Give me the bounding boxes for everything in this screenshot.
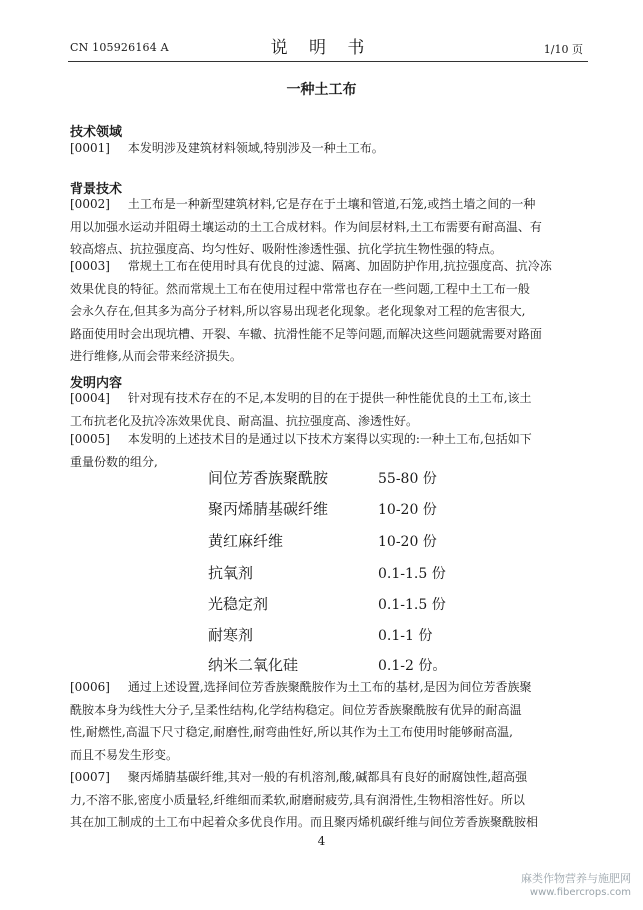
paragraph-0006 — [70, 676, 585, 766]
component-amount: 0.1-1.5 份 — [378, 566, 446, 582]
paragraph-0001 — [70, 137, 585, 160]
document-type: 说 明 书 — [270, 38, 373, 58]
paragraph-line: [0002] 土工布是一种新型建筑材料,它是存在于土壤和管道,石笼,或挡土墙之间的一种 — [70, 197, 536, 211]
paragraph-line: 路面使用时会出现坑槽、开裂、车辙、抗滑性能不足等问题,而解决这些问题就需要对路面 — [70, 326, 542, 341]
component-amount: 10-20 份 — [378, 534, 437, 550]
paragraph-number: [0003] — [70, 259, 110, 273]
page-number: 4 — [317, 834, 326, 848]
watermark — [521, 872, 631, 900]
component-name: 耐寒剂 — [208, 626, 254, 644]
paragraph-line: 工布抗老化及抗冷冻效果优良、耐高温、抗拉强度高、渗透性好。 — [70, 413, 419, 428]
paragraph-line: 会永久存在,但其多为高分子材料,所以容易出现老化现象。老化现象对工程的危害很大, — [70, 304, 526, 319]
component-amount: 10-20 份 — [378, 502, 437, 518]
paragraph-number: [0005] — [70, 432, 110, 446]
paragraph-line: [0001] 本发明涉及建筑材料领域,特别涉及一种土工布。 — [70, 141, 384, 155]
paragraph-number: [0006] — [70, 680, 110, 694]
component-name: 间位芳香族聚酰胺 — [208, 469, 329, 487]
paragraph-line: [0003] 常规土工布在使用时具有优良的过滤、隔离、加固防护作用,抗拉强度高、抗冷冻 — [70, 259, 552, 273]
component-amount: 55-80 份 — [378, 471, 437, 487]
paragraph-line: 性,耐燃性,高温下尺寸稳定,耐磨性,耐弯曲性好,所以其作为土工布使用时能够耐高温, — [70, 725, 513, 740]
watermark-site-name: 麻类作物营养与施肥网 — [521, 872, 631, 885]
paragraph-line: 力,不溶不胀,密度小质量轻,纤维细而柔软,耐磨耐疲劳,具有润滑性,生物相溶性好。所以 — [70, 792, 525, 807]
page-indicator: 1/10 页 — [543, 43, 583, 56]
publication-number: CN 105926164 A — [70, 41, 169, 54]
paragraph-line: 效果优良的特征。然而常规土工布在使用过程中常常也存在一些问题,工程中土工布一般 — [70, 281, 530, 296]
component-name: 抗氧剂 — [208, 564, 254, 582]
component-amount: 0.1-2 份。 — [378, 658, 447, 674]
watermark-url: www.fibercrops.com — [529, 887, 631, 898]
paragraph-line: 酰胺本身为线性大分子,呈柔性结构,化学结构稳定。间位芳香族聚酰胺有优异的耐高温 — [70, 702, 522, 717]
paragraph-0002 — [70, 193, 585, 261]
component-name: 黄红麻纤维 — [208, 532, 284, 550]
paragraph-number: [0002] — [70, 197, 110, 211]
component-name: 纳米二氧化硅 — [208, 656, 299, 674]
paragraph-number: [0007] — [70, 770, 110, 784]
paragraph-line: [0007] 聚丙烯腈基碳纤维,其对一般的有机溶剂,酸,碱都具有良好的耐腐蚀性,超高强 — [70, 770, 528, 784]
component-amount: 0.1-1 份 — [378, 628, 433, 644]
paragraph-line: [0006] 通过上述设置,选择间位芳香族聚酰胺作为土工布的基材,是因为间位芳香族聚 — [70, 680, 532, 694]
header-divider — [68, 61, 588, 62]
paragraph-line: [0005] 本发明的上述技术目的是通过以下技术方案得以实现的:一种土工布,包括如下 — [70, 432, 532, 446]
section-heading-tech-field: 技术领域 — [70, 125, 123, 140]
paragraph-line: 重量份数的组分, — [70, 454, 158, 469]
paragraph-line: 较高熔点、抗拉强度高、均匀性好、吸附性渗透性强、抗化学抗生物性强的特点。 — [70, 242, 503, 257]
paragraph-line: 而且不易发生形变。 — [70, 747, 179, 762]
component-amount: 0.1-1.5 份 — [378, 597, 446, 613]
paragraph-line: 其在加工制成的土工布中起着众多优良作用。而且聚丙烯机碳纤维与间位芳香族聚酰胺相 — [70, 815, 539, 830]
paragraph-0003 — [70, 255, 585, 368]
paragraph-0004 — [70, 387, 585, 432]
component-name: 聚丙烯腈基碳纤维 — [208, 500, 329, 518]
paragraph-0007 — [70, 766, 585, 834]
section-heading-summary: 发明内容 — [70, 376, 123, 391]
component-name: 光稳定剂 — [208, 595, 269, 613]
paragraph-number: [0001] — [70, 141, 110, 155]
paragraph-line: [0004] 针对现有技术存在的不足,本发明的目的在于提供一种性能优良的土工布,该土 — [70, 391, 532, 405]
paragraph-line: 进行维修,从而会带来经济损失。 — [70, 349, 242, 364]
section-heading-background: 背景技术 — [70, 182, 123, 197]
document-title: 一种土工布 — [286, 82, 357, 98]
paragraph-number: [0004] — [70, 391, 110, 405]
paragraph-line: 用以加强水运动并阻碍土壤运动的土工合成材料。作为间层材料,土工布需要有耐高温、有 — [70, 219, 542, 234]
